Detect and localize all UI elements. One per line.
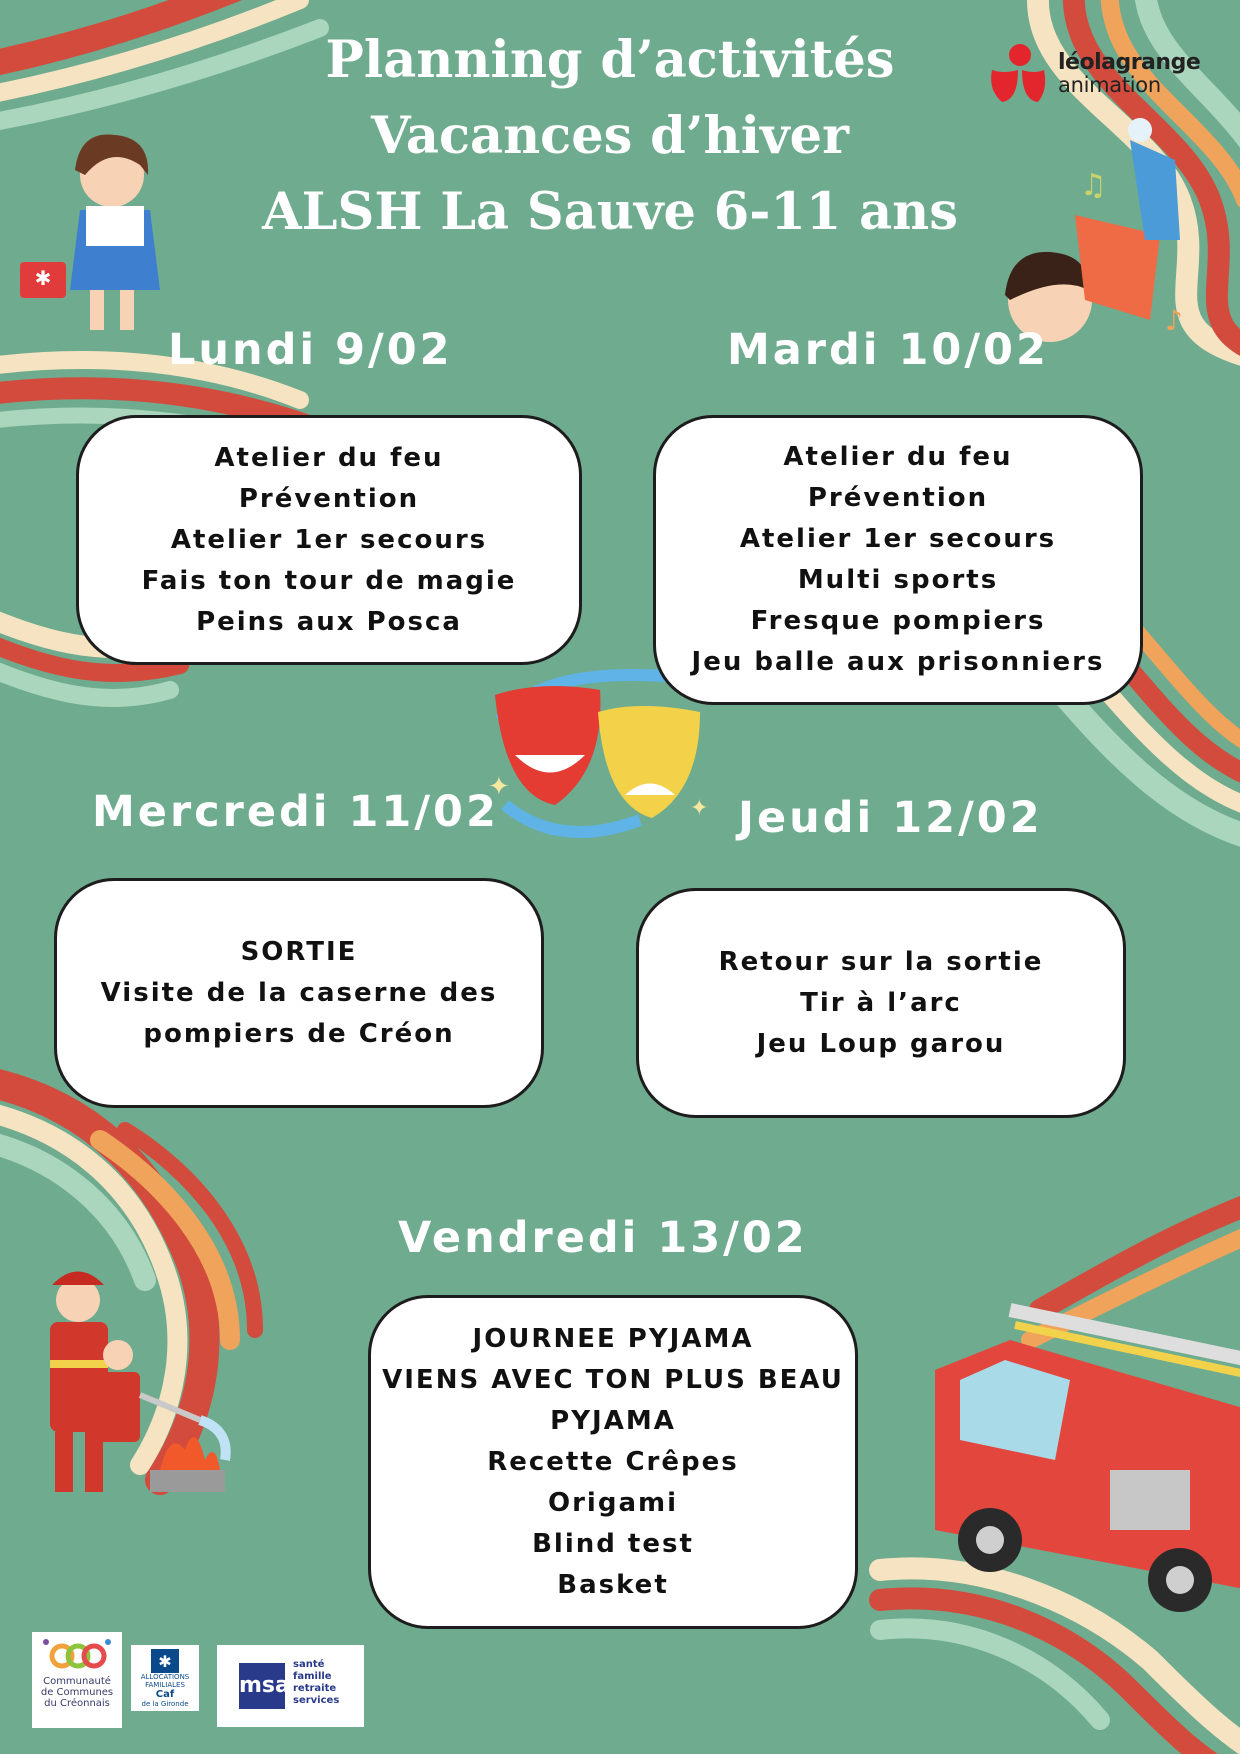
activity-item: VIENS AVEC TON PLUS BEAU bbox=[382, 1364, 844, 1395]
page-title bbox=[250, 22, 970, 250]
svg-text:♪: ♪ bbox=[1165, 304, 1183, 337]
logo-line: léolagrange bbox=[1058, 50, 1201, 75]
girl-nurse-illustration bbox=[20, 134, 160, 330]
cccc-line: de Communes bbox=[40, 1687, 114, 1698]
activity-item: Atelier du feu bbox=[214, 442, 444, 473]
activity-box-tuesday bbox=[653, 415, 1143, 705]
msa-logo bbox=[217, 1645, 364, 1727]
activity-item: Origami bbox=[548, 1487, 678, 1518]
svg-text:✦: ✦ bbox=[488, 772, 510, 802]
cccc-logo-text bbox=[32, 1676, 122, 1709]
activity-item: Prévention bbox=[238, 483, 420, 514]
activity-box-monday bbox=[76, 415, 582, 665]
theatre-masks-illustration bbox=[488, 675, 708, 832]
caf-line: ALLOCATIONS bbox=[140, 1673, 190, 1681]
msa-line: santé bbox=[293, 1659, 325, 1670]
msa-logo-text bbox=[293, 1659, 339, 1707]
activity-item: Retour sur la sortie bbox=[718, 946, 1044, 977]
cccc-line: du Créonnais bbox=[44, 1698, 110, 1709]
activity-box-thursday bbox=[636, 888, 1126, 1118]
msa-line: famille bbox=[293, 1671, 332, 1682]
caf-logo-icon bbox=[131, 1647, 199, 1675]
fire-truck-illustration bbox=[935, 1310, 1240, 1612]
title-line: Vacances d’hiver bbox=[371, 106, 849, 166]
activity-item: Tir à l’arc bbox=[800, 987, 962, 1018]
activity-item: Recette Crêpes bbox=[487, 1446, 739, 1477]
svg-text:♫: ♫ bbox=[1080, 168, 1107, 203]
msa-logo-mark: msa bbox=[239, 1663, 285, 1709]
activity-item: PYJAMA bbox=[550, 1405, 676, 1436]
activity-item: Multi sports bbox=[797, 565, 999, 595]
cccc-logo bbox=[32, 1632, 122, 1728]
activity-item: Peins aux Posca bbox=[196, 606, 462, 637]
leolagrange-logo bbox=[982, 40, 1212, 110]
activity-item: pompiers de Créon bbox=[143, 1018, 455, 1049]
caf-logo bbox=[131, 1645, 199, 1711]
activity-item: Fresque pompiers bbox=[750, 606, 1046, 636]
activity-item: Prévention bbox=[807, 483, 989, 513]
cccc-logo-icon bbox=[32, 1632, 122, 1676]
svg-text:✦: ✦ bbox=[690, 796, 709, 821]
day-heading-monday: Lundi 9/02 bbox=[168, 325, 453, 375]
activity-box-wednesday bbox=[54, 878, 544, 1108]
activity-item: Blind test bbox=[532, 1528, 694, 1559]
day-heading-thursday: Jeudi 12/02 bbox=[738, 793, 1043, 843]
leolagrange-wordmark bbox=[1058, 52, 1200, 96]
caf-line: de la Gironde bbox=[141, 1700, 189, 1708]
activity-item: Basket bbox=[557, 1569, 669, 1600]
svg-text:✱: ✱ bbox=[158, 1652, 172, 1671]
caf-line: Caf bbox=[155, 1689, 175, 1700]
caf-logo-text bbox=[131, 1673, 199, 1708]
day-heading-friday: Vendredi 13/02 bbox=[398, 1213, 808, 1263]
svg-text:✱: ✱ bbox=[34, 266, 52, 290]
activity-item: Atelier 1er secours bbox=[739, 524, 1057, 554]
activity-item: Fais ton tour de magie bbox=[141, 565, 517, 596]
activity-item: Atelier du feu bbox=[783, 442, 1013, 472]
activity-item: Jeu Loup garou bbox=[756, 1028, 1006, 1059]
activity-box-friday bbox=[368, 1295, 858, 1629]
msa-line: services bbox=[293, 1695, 340, 1706]
logo-line: animation bbox=[1058, 73, 1161, 97]
title-line: Planning d’activités bbox=[325, 30, 895, 90]
caf-line: FAMILIALES bbox=[145, 1681, 185, 1689]
cccc-line: Communauté bbox=[43, 1676, 111, 1687]
day-heading-wednesday: Mercredi 11/02 bbox=[92, 787, 499, 837]
activity-item: Atelier 1er secours bbox=[170, 524, 488, 555]
msa-line: retraite bbox=[293, 1683, 337, 1694]
activity-item: SORTIE bbox=[240, 936, 358, 967]
activity-item: Visite de la caserne des bbox=[100, 977, 498, 1008]
leolagrange-logo-icon bbox=[982, 40, 1048, 106]
activity-item: Jeu balle aux prisonniers bbox=[691, 647, 1105, 677]
title-line: ALSH La Sauve 6-11 ans bbox=[262, 182, 958, 242]
day-heading-tuesday: Mardi 10/02 bbox=[727, 325, 1049, 375]
activity-item: JOURNEE PYJAMA bbox=[472, 1323, 754, 1354]
